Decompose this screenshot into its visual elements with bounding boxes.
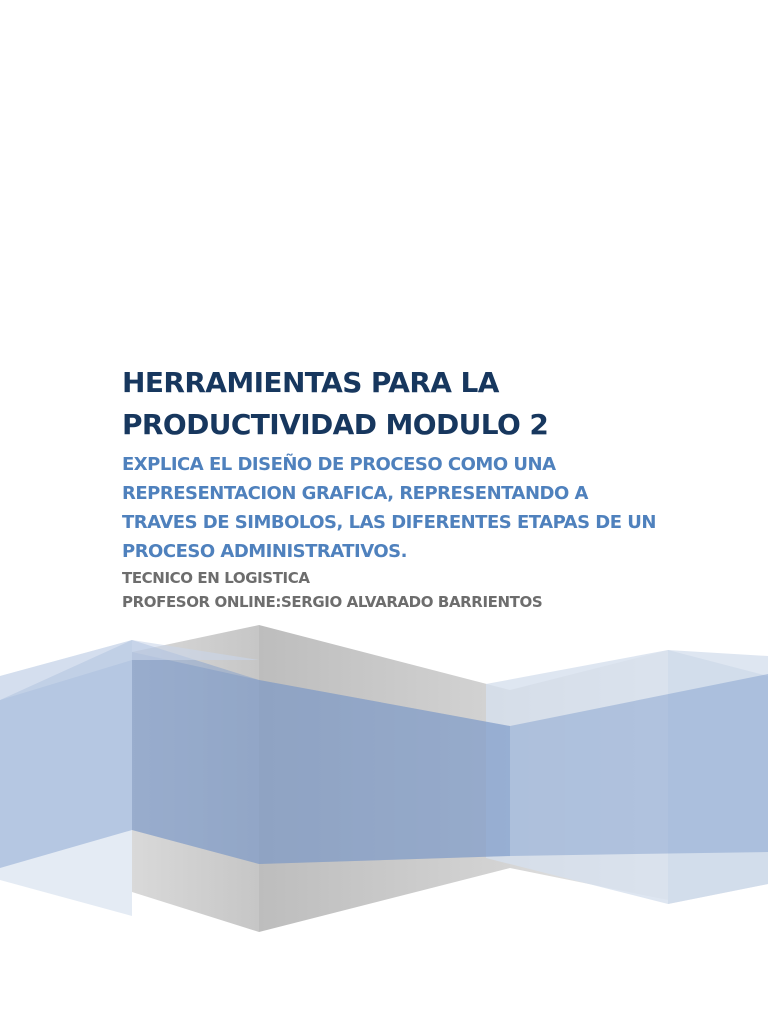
program-name: TECNICO EN LOGISTICA (122, 569, 310, 587)
cover-text (122, 362, 722, 614)
document-title-line-1: HERRAMIENTAS PARA LA (122, 366, 499, 399)
document-subtitle-line-4: PROCESO ADMINISTRATIVOS. (122, 541, 407, 562)
document-subtitle-line-2: REPRESENTACION GRAFICA, REPRESENTANDO A (122, 483, 588, 504)
document-subtitle-line-3: TRAVES DE SIMBOLOS, LAS DIFERENTES ETAPAS DE UN (122, 512, 656, 533)
document-title-line-2: PRODUCTIVIDAD MODULO 2 (122, 408, 549, 441)
document-subtitle-line-1: EXPLICA EL DISEÑO DE PROCESO COMO UNA (122, 454, 556, 475)
professor-name: PROFESOR ONLINE:SERGIO ALVARADO BARRIENTOS (122, 593, 543, 611)
